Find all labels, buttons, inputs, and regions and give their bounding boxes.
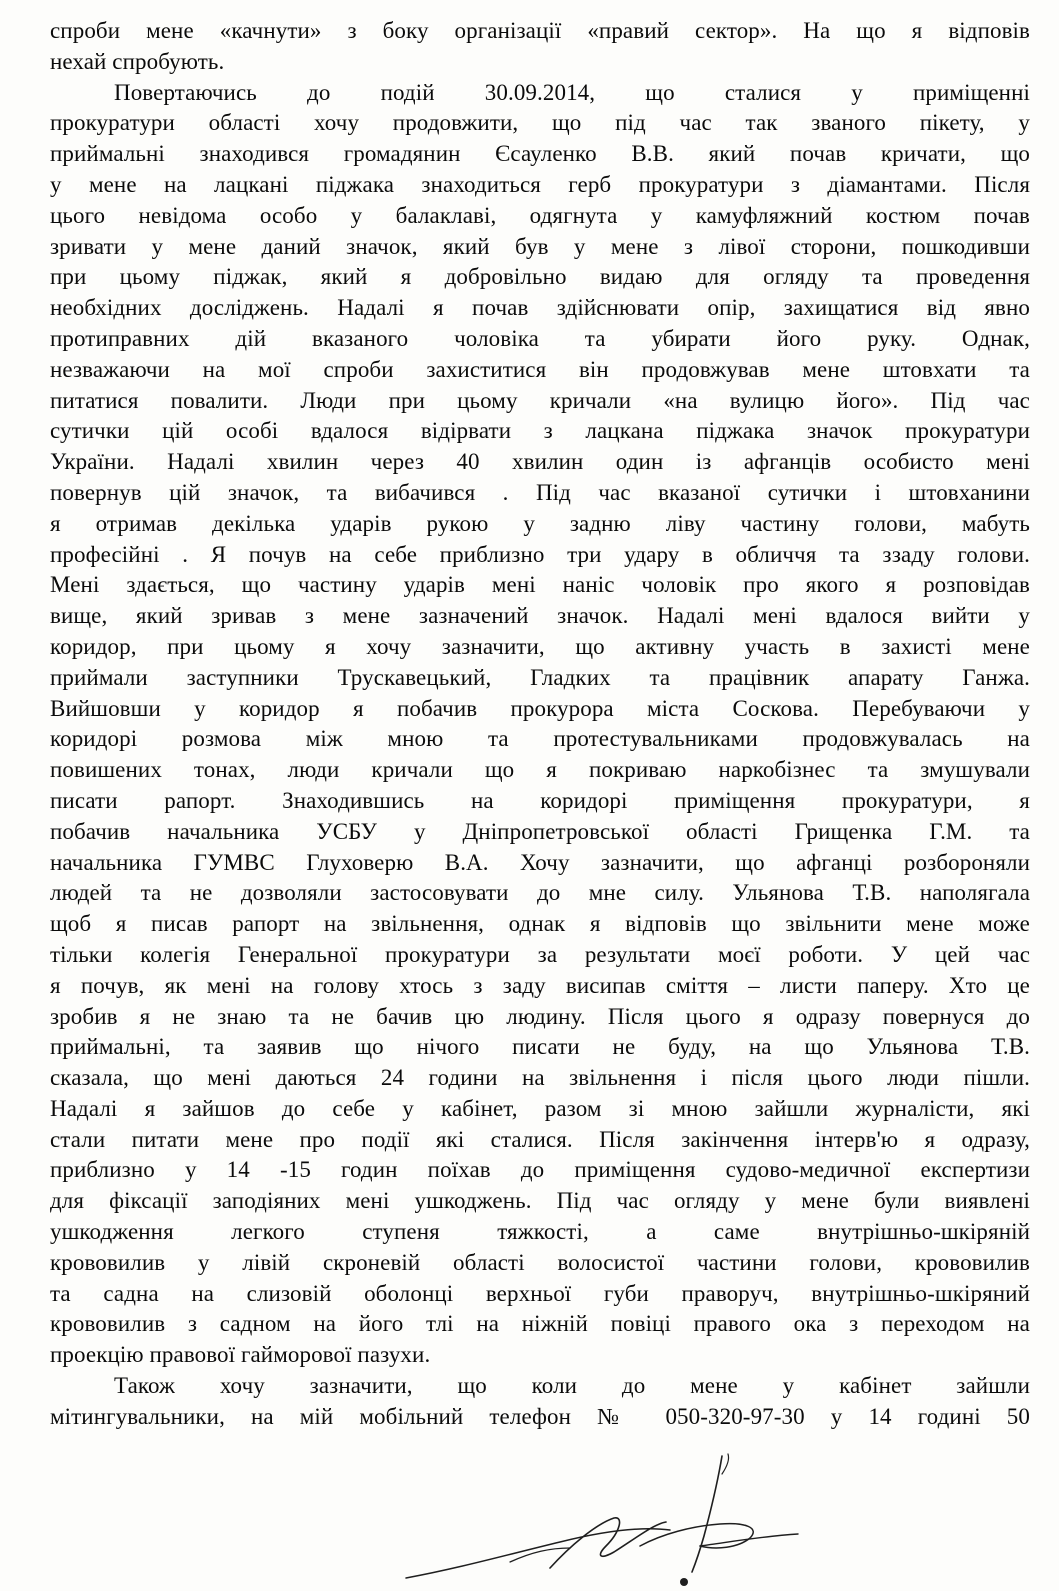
text-line: я почув, як мені на голову хтось з заду висипав сміття – листи паперу. Хто це <box>50 972 1030 998</box>
text-line: людей та не дозволяли застосовувати до мне силу. Ульянова Т.В. наполягала <box>50 880 1030 906</box>
text-line: Вийшовши у коридор я побачив прокурора міста Соскова. Перебуваючи у <box>50 695 1030 721</box>
text-line: мітингувальники, на мій мобільний телефон № 050-320-97-30 у 14 годині 50 <box>50 1403 1030 1429</box>
text-line: протиправних дій вказаного чоловіка та убирати його руку. Однак, <box>50 325 1030 351</box>
text-line: писати рапорт. Знаходившись на коридорі приміщення прокуратури, я <box>50 787 1030 813</box>
text-line: стали питати мене про події які сталися. Після закінчення інтерв'ю я одразу, <box>50 1126 1030 1152</box>
text-line: зробив я не знаю та не бачив цю людину. Після цього я одразу повернуся до <box>50 1003 1030 1029</box>
text-line: проекцію правової гайморової пазухи. <box>50 1342 431 1368</box>
text-line: щоб я писав рапорт на звільнення, однак я відповів що звільнити мене може <box>50 911 1030 937</box>
text-line: коридор, при цьому я хочу зазначити, що активну участь в захисті мене <box>50 633 1030 659</box>
text-line: повишених тонах, люди кричали що я покриваю наркобізнес та змушували <box>50 757 1030 783</box>
text-line: приймали заступники Трускавецький, Гладких та працівник апарату Ганжа. <box>50 664 1030 690</box>
text-line: крововилив у лівій скроневій області волосистої частини голови, крововилив <box>50 1249 1030 1275</box>
text-line: необхідних досліджень. Надалі я почав здійснювати опір, захищатися від явно <box>50 295 1030 321</box>
text-line: спроби мене «качнути» з боку організації «правий сектор». На що я відповів <box>50 18 1030 43</box>
text-line: повернув цій значок, та вибачився . Під час вказаної сутички і штовханини <box>50 479 1030 505</box>
text-line: вище, який зривав з мене зазначений значок. Надалі мені вдалося вийти у <box>50 603 1030 629</box>
text-line: професійні . Я почув на себе приблизно три удару в обличчя та ззаду голови. <box>50 541 1030 567</box>
text-line: питатися повалити. Люди при цьому кричали «на вулицю його». Під час <box>50 387 1030 413</box>
text-line: незважаючи на мої спроби захиститися він продовжував мене штовхати та <box>50 356 1030 382</box>
text-line: приблизно у 14 -15 годин поїхав до приміщення судово-медичної експертизи <box>50 1157 1030 1183</box>
document-body <box>50 16 1030 1433</box>
text-line: приймальні, та заявив що нічого писати не буду, на що Ульянова Т.В. <box>50 1034 1030 1060</box>
text-line: Також хочу зазначити, що коли до мене у кабінет зайшли <box>114 1373 1030 1399</box>
text-line: ушкодження легкого ступеня тяжкості, а саме внутрішньо-шкіряній <box>50 1219 1030 1245</box>
text-line: Мені здається, що частину ударів мені наніс чоловік про якого я розповідав <box>50 572 1030 598</box>
text-line: нехай спробують. <box>50 48 225 74</box>
text-line: побачив начальника УСБУ у Дніпропетровської області Грищенка Г.М. та <box>50 818 1030 844</box>
text-line: Надалі я зайшов до себе у кабінет, разом зі мною зайшли журналісти, які <box>50 1095 1030 1121</box>
signature-dot <box>680 1578 688 1586</box>
text-line: зривати у мене даний значок, який був у мене з лівої сторони, пошкодивши <box>50 233 1030 259</box>
text-line: при цьому піджак, який я добровільно видаю для огляду та проведення <box>50 264 1030 290</box>
text-line: сказала, що мені даються 24 години на звільнення і після цього люди пішли. <box>50 1065 1030 1091</box>
handwritten-signature <box>400 1450 840 1590</box>
text-line: України. Надалі хвилин через 40 хвилин один із афганців особисто мені <box>50 449 1030 475</box>
text-line: Повертаючись до подій 30.09.2014, що сталися у приміщенні <box>114 79 1030 105</box>
text-line: приймальні знаходився громадянин Єсауленко В.В. який почав кричати, що <box>50 141 1030 167</box>
text-line: коридорі розмова між мною та протестувальниками продовжувалась на <box>50 726 1030 752</box>
text-line: я отримав декілька ударів рукою у задню ліву частину голови, мабуть <box>50 510 1030 536</box>
text-line: для фіксації заподіяних мені ушкоджень. Під час огляду у мене були виявлені <box>50 1188 1030 1214</box>
text-line: крововилив з садном на його тлі на ніжній повіці правого ока з переходом на <box>50 1311 1030 1337</box>
text-line: начальника ГУМВС Глуховерю В.А. Хочу зазначити, що афганці розбороняли <box>50 849 1030 875</box>
text-line: цього невідома особо у балаклаві, одягнута у камуфляжний костюм почав <box>50 202 1030 228</box>
text-line: у мене на лацкані піджака знаходиться герб прокуратури з діамантами. Після <box>50 171 1030 197</box>
text-line: тільки колегія Генеральної прокуратури за результати моєї роботи. У цей час <box>50 941 1030 967</box>
text-line: прокуратури області хочу продовжити, що під час так званого пікету, у <box>50 110 1030 136</box>
text-line: сутички цій особі вдалося відірвати з лацкана піджака значок прокуратури <box>50 418 1030 444</box>
text-line: та садна на слизовій оболонці верхньої губи праворуч, внутрішньо-шкіряний <box>50 1280 1030 1306</box>
